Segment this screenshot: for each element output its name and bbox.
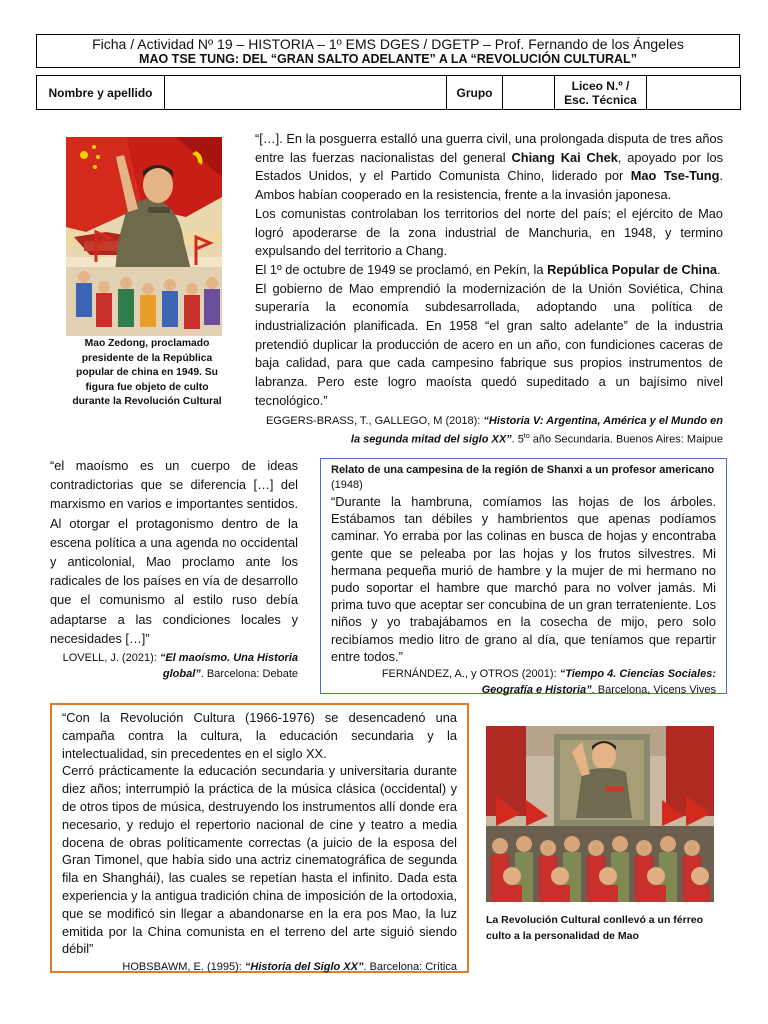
citation-1: EGGERS-BRASS, T., GALLEGO, M (2018): “Historia V: Argentina, América y el Mundo en la segunda mitad del siglo XX”. $5^{to}$ año Secundaria. Buenos Aires: Maipue <box>265 414 723 446</box>
paragraph-civil-war: “[…]. En la posguerra estalló una guerra civil, una prolongada disputa de tres años entre las fuerzas nacionalistas del general Chiang Kai Chek, apoyado por los Estados Unidos, y el Partido Comunista Chino, liderado por Mao Tse-Tung. Ambos habían cooperado en la resistencia, frente a la invasión japonesa. <box>255 131 723 203</box>
cultural-revolution-photo <box>486 726 714 902</box>
paragraph-communists: Los comunistas controlaban los territorios del norte del país; el ejército de Mao logró apoderarse de la zona industrial de Manchuria, en 1948, y termino expulsando del territorio a Chang. <box>255 205 723 259</box>
testimony-title: Relato de una campesina de la región de Shanxi a un profesor americano <box>331 464 715 476</box>
group-field[interactable] <box>503 76 555 110</box>
testimony-year: (1948) <box>331 479 363 491</box>
group-label: Grupo <box>447 76 503 110</box>
photo-caption: La Revolución Cultural conllevó a un férreo culto a la personalidad de Mao <box>486 914 704 942</box>
worksheet-title: Ficha / Actividad Nº 19 – HISTORIA – 1º EMS DGES / DGETP – Prof. Fernando de los Ángeles <box>92 36 684 52</box>
peasant-testimony-box <box>320 458 727 697</box>
worksheet-header <box>36 34 740 68</box>
testimony-body: “Durante la hambruna, comíamos las hojas de los árboles. Estábamos tan débiles y hambrientos que apenas podíamos caminar. Yo erraba por las colinas en busca de hojas y encontraba gente que se peleaba por las hojas y los frutos silvestres. Mi hermana pequeña murió de hambre y la mujer de mi hermano no pudo soportar el hambre que marchó para no volver jamás. Mi prima tuvo que aceptar ser concubina de un gran terrateniente. Los niños y yo trabajábamos en la cosecha de mijo, pero solo recibíamos medio litro de grano al día, que teníamos que repartir entre todos.” <box>331 494 716 664</box>
name-label: Nombre y apellido <box>37 76 165 110</box>
paragraph-cultural-revolution: “Con la Revolución Cultura (1966-1976) se desencadenó una campaña contra la cultura, la educación secundaria y la intelectualidad, sin precedentes en el siglo XX. <box>62 710 457 761</box>
poster-caption: Mao Zedong, proclamado presidente de la República popular de china en 1949. Su figura fue objeto de culto durante la Revolución Cultural <box>72 338 222 407</box>
liceo-label: Liceo N.º / Esc. Técnica <box>555 76 647 110</box>
text-block-1 <box>255 130 723 447</box>
paragraph-proclamation: El 1º de octubre de 1949 se proclamó, en Pekín, la República Popular de China. <box>255 261 721 277</box>
worksheet-subtitle: MAO TSE TUNG: DEL “GRAN SALTO ADELANTE” A LA “REVOLUCIÓN CULTURAL” <box>139 52 637 66</box>
liceo-field[interactable] <box>647 76 741 110</box>
citation-4: HOBSBAWM, E. (1995): “Historia del Siglo XX”. Barcelona: Crítica <box>122 961 457 974</box>
name-field[interactable] <box>165 76 447 110</box>
paragraph-great-leap: El gobierno de Mao emprendió la modernización de la Unión Soviética, China superaría la economía subdesarrollada, adoptando una política de industrialización planificada. En 1958 “el gran salto adelante” de la industria pretendió duplicar la producción de acero en un año, con fundiciones caceras de baja calidad, para que cada campesino fabrique sus propios instrumentos de labranza. Pero este logro maoísta quedó supeditado a un bajísimo nivel tecnológico.” <box>255 280 723 408</box>
paragraph-education-closure: Cerró prácticamente la educación secundaria y universitaria durante diez años; interrumpió la práctica de la música clásica (occidental) y de otros tipos de música, destruyendo los instrumentos allí donde era necesario, y redujo el repertorio nacional de cine y teatro a media docena de obras políticamente correctas (a juicio de la esposa del Gran Timonel, que había sido una actriz cinematográfica de segunda fila en Shanghái), las cuales se repetían hasta el infinito. Dada esta experiencia y la antigua tradición china de imposición de la ortodoxia, que se modificó sin llegar a abandonarse en la era pos Mao, la luz emitida por la China comunista en el terreno del arte siguió siendo débil” <box>62 763 457 957</box>
text-block-maoism <box>50 456 298 682</box>
student-info-table <box>36 75 741 110</box>
citation-3: FERNÁNDEZ, A., y OTROS (2001): “Tiempo 4. Ciencias Sociales: Geografía e Historia”. Barcelona, Vicens Vives <box>381 668 716 697</box>
citation-2: LOVELL, J. (2021): “El maoísmo. Una Historia global”. Barcelona: Debate <box>62 652 298 681</box>
mao-poster-image <box>66 137 222 336</box>
paragraph-maoism: “el maoísmo es un cuerpo de ideas contradictorias que se diferencia […] del marxismo en varios e importantes sentidos. Al otorgar el protagonismo dentro de la escena política a una agenda no occidental y anticolonial, Mao proclamo ante los radicales de los países en vía de desarrollo que el comunismo al estilo ruso debía adaptarse a las condiciones locales y necesidades […]” <box>50 458 298 646</box>
cultural-revolution-box <box>50 703 469 973</box>
